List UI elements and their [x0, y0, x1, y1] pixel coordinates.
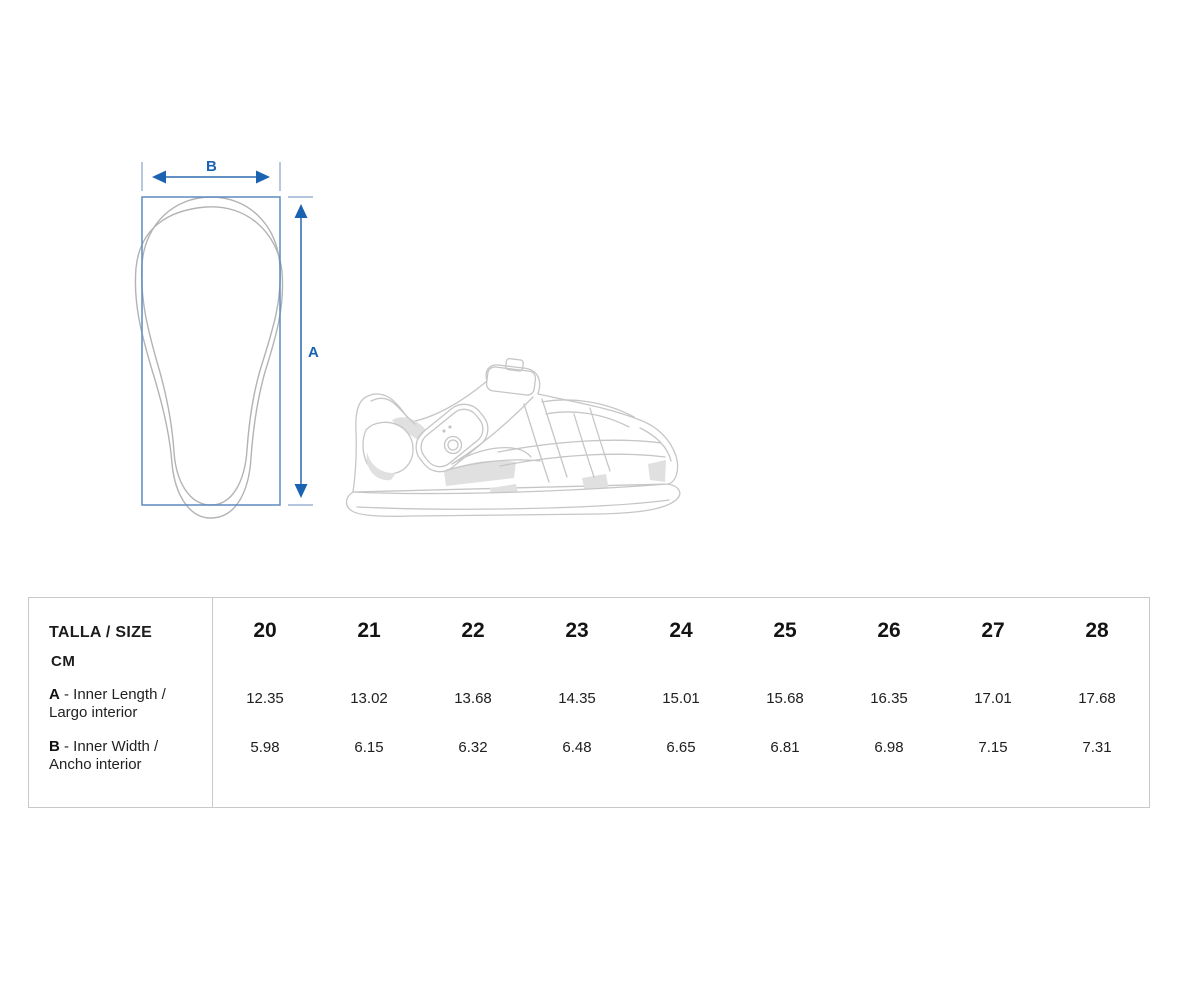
size-table — [28, 597, 1150, 808]
value-cell: 7.15 — [978, 739, 1008, 756]
value-cell: 6.15 — [354, 739, 384, 756]
value-cell: 6.98 — [874, 739, 904, 756]
size-header-cell: 25 — [773, 619, 797, 642]
value-cell: 13.68 — [454, 690, 492, 707]
inner-width-values-row — [213, 739, 1149, 756]
size-header-cell: 24 — [669, 619, 693, 642]
row-label-inner-width — [49, 738, 158, 774]
value-cell: 5.98 — [250, 739, 280, 756]
value-cell: 6.65 — [666, 739, 696, 756]
insole-outline — [142, 197, 281, 505]
row-label-inner-length — [49, 686, 166, 722]
size-header-cell: 27 — [981, 619, 1005, 642]
width-arrow-left-head — [152, 171, 166, 184]
sizes-header-row — [213, 619, 1149, 643]
value-cell: 17.01 — [974, 690, 1012, 707]
length-dimension-label: A — [308, 344, 319, 361]
size-header-cell: 28 — [1085, 619, 1109, 642]
row-name-a: - Inner Length / — [59, 686, 166, 703]
sole-measurement-diagram — [120, 140, 332, 540]
length-arrow-bottom-head — [295, 484, 308, 498]
row-name-b-es: Ancho interior — [49, 756, 142, 773]
value-cell: 6.81 — [770, 739, 800, 756]
value-cell: 6.32 — [458, 739, 488, 756]
value-cell: 13.02 — [350, 690, 388, 707]
row-name-b: - Inner Width / — [59, 738, 159, 755]
table-unit: CM — [51, 653, 76, 670]
size-header-cell: 22 — [461, 619, 485, 642]
size-header-cell: 26 — [877, 619, 901, 642]
size-table-label-column — [29, 598, 213, 807]
width-dimension-label: B — [206, 158, 217, 175]
value-cell: 12.35 — [246, 690, 284, 707]
value-cell: 16.35 — [870, 690, 908, 707]
sandal-illustration — [345, 355, 690, 527]
value-cell: 14.35 — [558, 690, 596, 707]
row-key-b: B — [49, 738, 60, 755]
inner-length-values-row — [213, 690, 1149, 707]
value-cell: 17.68 — [1078, 690, 1116, 707]
value-cell: 15.01 — [662, 690, 700, 707]
value-cell: 15.68 — [766, 690, 804, 707]
length-arrow-top-head — [295, 204, 308, 218]
width-arrow-right-head — [256, 171, 270, 184]
size-table-data-area — [213, 598, 1149, 807]
size-header-cell: 20 — [253, 619, 277, 642]
value-cell: 7.31 — [1082, 739, 1112, 756]
bounding-box — [142, 197, 280, 505]
row-key-a: A — [49, 686, 60, 703]
row-name-a-es: Largo interior — [49, 704, 138, 721]
table-title: TALLA / SIZE — [49, 624, 153, 641]
value-cell: 6.48 — [562, 739, 592, 756]
size-header-cell: 21 — [357, 619, 381, 642]
size-header-cell: 23 — [565, 619, 589, 642]
